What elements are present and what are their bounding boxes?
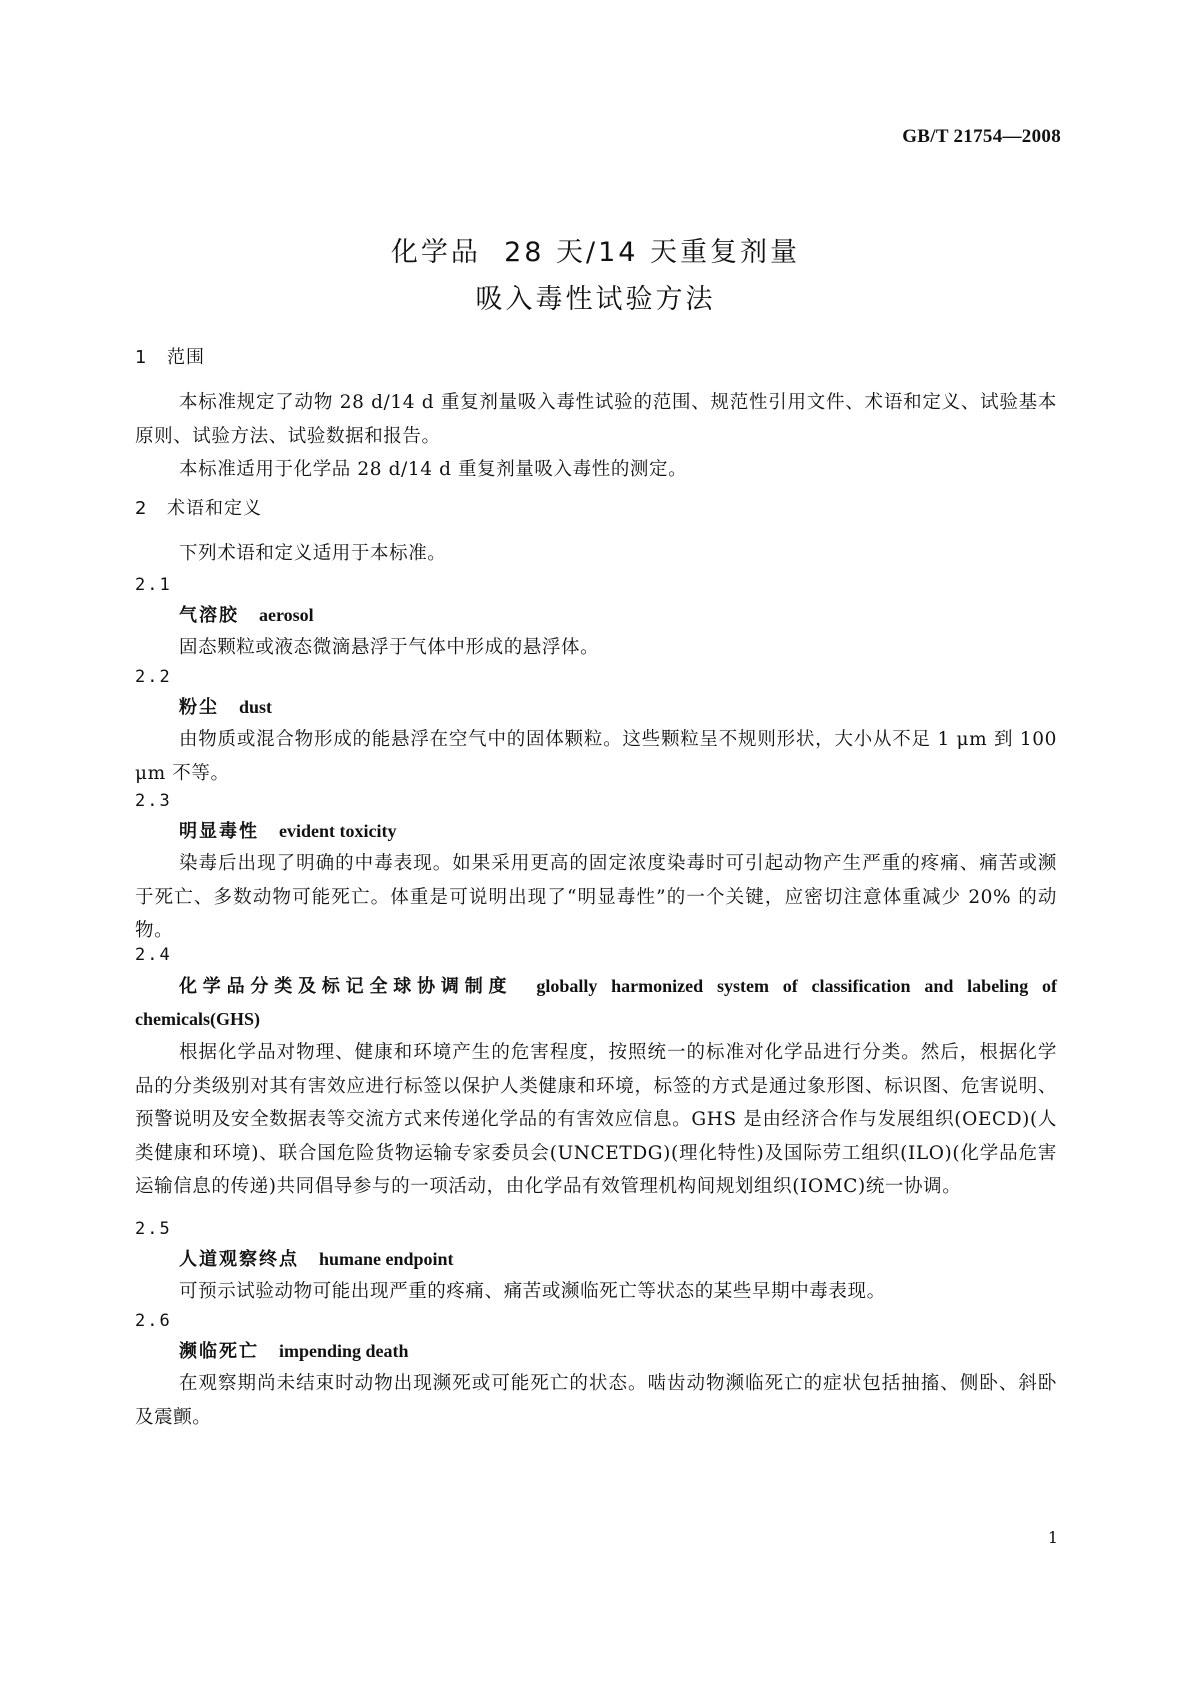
clause-number: 2.6 bbox=[135, 1311, 172, 1331]
clause-number: 2.4 bbox=[135, 945, 172, 965]
section-2-heading bbox=[135, 497, 1057, 521]
clause-number: 2.5 bbox=[135, 1219, 172, 1239]
term-2-2 bbox=[135, 662, 1057, 790]
term-chinese: 明显毒性 bbox=[179, 821, 259, 842]
term-definition: 染毒后出现了明确的中毒表现。如果采用更高的固定浓度染毒时可引起动物产生严重的疼痛、痛苦或濒于死亡、多数动物可能死亡。体重是可说明出现了“明显毒性”的一个关键，应密切注意体重减少 20% 的动物。 bbox=[135, 853, 1057, 941]
page-number: 1 bbox=[1047, 1528, 1058, 1547]
term-english: impending death bbox=[279, 1341, 409, 1361]
section-1-heading bbox=[135, 346, 1057, 370]
paragraph: 本标准规定了动物 28 d/14 d 重复剂量吸入毒性试验的范围、规范性引用文件、术语和定义、试验基本原则、试验方法、试验数据和报告。 bbox=[135, 392, 1057, 447]
term-heading bbox=[135, 1336, 1057, 1367]
term-english: globally harmonized system of classification and labeling of chemicals(GHS) bbox=[135, 976, 1058, 1029]
document-title-line-2: 吸入毒性试验方法 bbox=[475, 284, 716, 315]
term-2-6 bbox=[135, 1306, 1057, 1434]
section-2-intro bbox=[135, 537, 1057, 571]
paragraph: 本标准适用于化学品 28 d/14 d 重复剂量吸入毒性的测定。 bbox=[179, 459, 688, 480]
clause-number: 2.2 bbox=[135, 667, 172, 687]
term-chinese: 人道观察终点 bbox=[179, 1249, 299, 1270]
clause-number: 2.3 bbox=[135, 791, 172, 811]
term-definition: 固态颗粒或液态微滴悬浮于气体中形成的悬浮体。 bbox=[179, 637, 600, 658]
section-title: 术语和定义 bbox=[167, 498, 262, 519]
term-2-5 bbox=[135, 1214, 1057, 1309]
term-english: dust bbox=[239, 697, 273, 717]
clause-number: 2.1 bbox=[135, 575, 172, 595]
section-1-body bbox=[135, 386, 1057, 487]
term-definition: 可预示试验动物可能出现严重的疼痛、痛苦或濒临死亡等状态的某些早期中毒表现。 bbox=[179, 1281, 886, 1302]
standard-code: GB/T 21754—2008 bbox=[902, 126, 1061, 147]
term-2-3 bbox=[135, 786, 1057, 948]
term-chinese: 粉尘 bbox=[179, 697, 219, 718]
term-english: aerosol bbox=[259, 605, 314, 625]
term-definition: 由物质或混合物形成的能悬浮在空气中的固体颗粒。这些颗粒呈不规则形状，大小从不足 1 μm 到 100 μm 不等。 bbox=[135, 729, 1057, 784]
term-definition: 根据化学品对物理、健康和环境产生的危害程度，按照统一的标准对化学品进行分类。然后，根据化学品的分类级别对其有害效应进行标签以保护人类健康和环境，标签的方式是通过象形图、标识图、危害说明、预警说明及安全数据表等交流方式来传递化学品的有害效应信息。GHS 是由经济合作与发展组织(OECD)(人类健康和环境)、联合国危险货物运输专家委员会(UNCETDG)(理化特性)及国际劳工组织(ILO)(化学品危害运输信息的传递)共同倡导参与的一项活动，由化学品有效管理机构间规划组织(IOMC)统一协调。 bbox=[135, 1042, 1057, 1197]
term-2-1 bbox=[135, 570, 1057, 665]
term-chinese: 濒临死亡 bbox=[179, 1341, 259, 1362]
section-title: 范围 bbox=[167, 347, 205, 368]
term-chinese: 化学品分类及标记全球协调制度 bbox=[179, 976, 513, 997]
term-heading bbox=[135, 600, 1057, 631]
term-heading bbox=[135, 816, 1057, 847]
section-number: 2 bbox=[135, 498, 148, 519]
term-2-4 bbox=[135, 940, 1057, 1204]
term-english: humane endpoint bbox=[319, 1249, 454, 1269]
term-definition: 在观察期尚未结束时动物出现濒死或可能死亡的状态。啮齿动物濒临死亡的症状包括抽搐、侧卧、斜卧及震颤。 bbox=[135, 1373, 1057, 1428]
paragraph: 下列术语和定义适用于本标准。 bbox=[179, 543, 447, 564]
section-number: 1 bbox=[135, 347, 148, 368]
term-heading bbox=[135, 692, 1057, 723]
term-english: evident toxicity bbox=[279, 821, 397, 841]
term-heading bbox=[135, 970, 1057, 1036]
term-chinese: 气溶胶 bbox=[179, 605, 239, 626]
term-heading bbox=[135, 1244, 1057, 1275]
document-title-line-1: 化学品 28 天/14 天重复剂量 bbox=[390, 237, 801, 268]
